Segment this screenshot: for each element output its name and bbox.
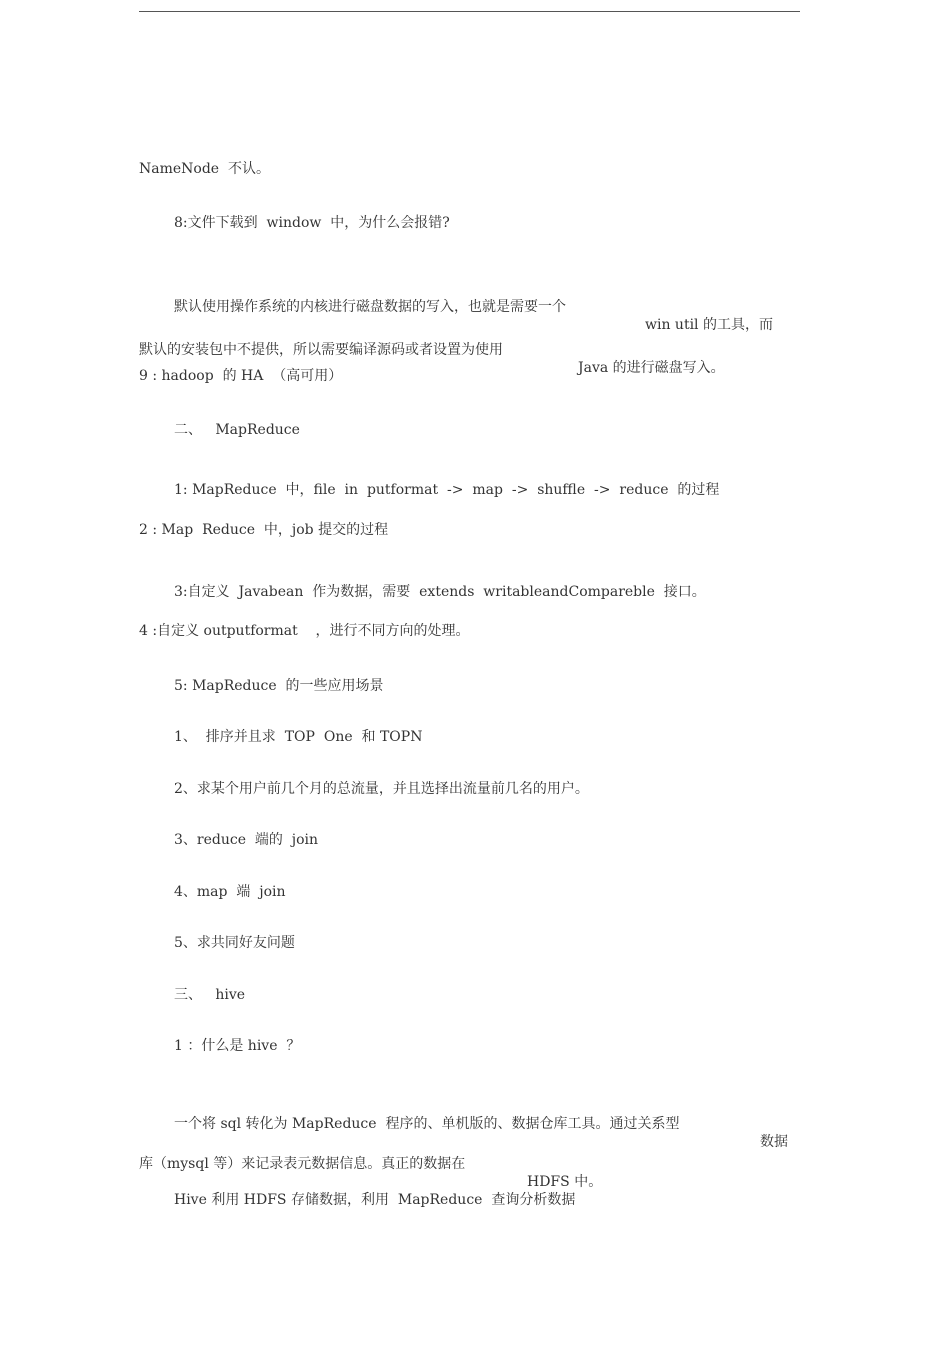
- text-run: 库（mysql 等）来记录表元数据信息。真正的数据在: [139, 1156, 466, 1172]
- list-item: 1、 排序并且求 TOP One 和 TOPN: [174, 729, 423, 745]
- section-heading: 二、 MapReduce: [174, 422, 300, 438]
- list-item: 3、reduce 端的 join: [174, 832, 319, 848]
- list-item: 5、求共同好友问题: [174, 935, 295, 951]
- text-line: 1: MapReduce 中，file in putformat -> map -> shuffle -> reduce 的过程: [174, 482, 720, 498]
- text-run: 默认使用操作系统的内核进行磁盘数据的写入，也就是需要一个: [174, 299, 566, 315]
- text-run: 一个将 sql 转化为 MapReduce 程序的、单机版的、数据仓库工具。通过关系型: [174, 1116, 680, 1132]
- text-run: win util 的工具，而: [645, 317, 773, 333]
- text-line: NameNode 不认。: [139, 161, 270, 177]
- text-line: 8:文件下载到 window 中，为什么会报错?: [174, 215, 450, 231]
- text-run: Java 的进行磁盘写入。: [578, 360, 725, 376]
- text-run: HDFS 中。: [527, 1174, 603, 1190]
- text-run: 数据: [760, 1134, 788, 1150]
- header-rule: [139, 11, 800, 12]
- list-item: 2、求某个用户前几个月的总流量，并且选择出流量前几名的用户。: [174, 781, 589, 797]
- list-item: 4、map 端 join: [174, 884, 286, 900]
- text-line: 5: MapReduce 的一些应用场景: [174, 678, 384, 694]
- text-line: 3:自定义 Javabean 作为数据，需要 extends writableandCompareble 接口。: [174, 584, 706, 600]
- text-line: 4 :自定义 outputformat ，进行不同方向的处理。: [139, 623, 470, 639]
- section-heading: 三、 hive: [174, 987, 246, 1003]
- text-line: 9 : hadoop 的 HA （高可用）: [139, 368, 343, 384]
- text-line: Hive 利用 HDFS 存储数据，利用 MapReduce 查询分析数据: [174, 1192, 576, 1208]
- text-run: 默认的安装包中不提供，所以需要编译源码或者设置为使用: [139, 342, 503, 358]
- text-line: 1 ：什么是 hive ？: [174, 1038, 301, 1054]
- text-line: 2 : Map Reduce 中，job 提交的过程: [139, 522, 389, 538]
